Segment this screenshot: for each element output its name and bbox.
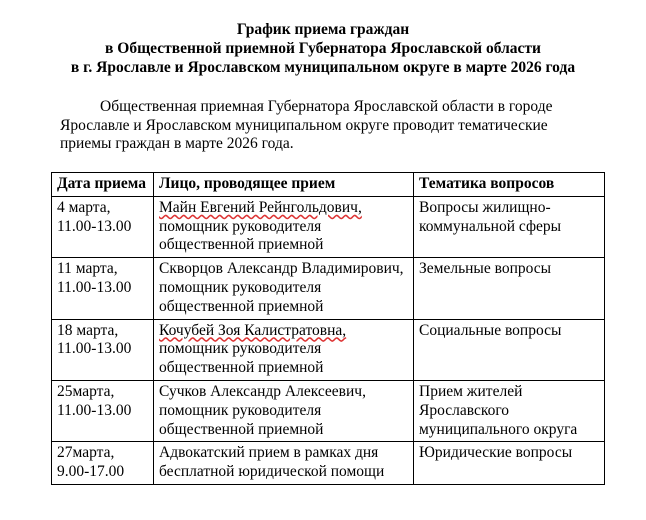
table-row xyxy=(52,442,605,485)
time-text: 11.00-13.00 xyxy=(57,278,132,296)
date-text: 27марта, xyxy=(57,444,115,462)
topic-cell: Прием жителей Ярославского муниципального округа xyxy=(414,380,605,441)
person-cell xyxy=(154,380,414,441)
table-header-row xyxy=(52,173,605,197)
person-role: помощник руководителя общественной приемной xyxy=(159,401,324,438)
person-cell xyxy=(154,258,414,319)
date-text: 25марта, xyxy=(57,382,115,400)
intro-line-1: Общественная приемная Губернатора Ярославской области в городе xyxy=(100,98,553,115)
person-name: Сучков Александр Алексеевич, xyxy=(159,382,366,400)
date-cell xyxy=(52,258,154,319)
time-text: 9.00-17.00 xyxy=(57,463,125,481)
person-name: Кочубей Зоя Калистратовна, xyxy=(159,321,347,339)
table-row xyxy=(52,319,605,380)
person-role: помощник руководителя общественной приемной xyxy=(159,217,324,254)
time-text: 11.00-13.00 xyxy=(57,401,132,419)
header-date: Дата приема xyxy=(52,173,154,197)
time-text: 11.00-13.00 xyxy=(57,340,132,358)
date-cell xyxy=(52,442,154,485)
topic-cell: Юридические вопросы xyxy=(414,442,605,485)
topic-cell: Земельные вопросы xyxy=(414,258,605,319)
title-line-2: в Общественной приемной Губернатора Ярославской области xyxy=(105,40,541,57)
header-topic: Тематика вопросов xyxy=(414,173,605,197)
table-row xyxy=(52,380,605,441)
date-text: 4 марта, xyxy=(57,198,111,216)
person-role: помощник руководителя общественной приемной xyxy=(159,278,324,315)
person-cell xyxy=(154,442,414,485)
table-row xyxy=(52,258,605,319)
schedule-table xyxy=(51,172,605,485)
topic-cell: Социальные вопросы xyxy=(414,319,605,380)
table-row xyxy=(52,196,605,257)
person-role: помощник руководителя общественной приемной xyxy=(159,340,324,377)
date-cell xyxy=(52,196,154,257)
date-text: 11 марта, xyxy=(57,260,118,278)
intro-paragraph xyxy=(60,98,613,154)
person-cell xyxy=(154,319,414,380)
date-text: 18 марта, xyxy=(57,321,119,339)
time-text: 11.00-13.00 xyxy=(57,217,132,235)
intro-line-2: Ярославле и Ярославском муниципальном округе проводит тематические xyxy=(60,116,548,134)
person-cell xyxy=(154,196,414,257)
intro-line-3: приемы граждан в марте 2026 года. xyxy=(60,135,294,152)
title-line-3: в г. Ярославле и Ярославском муниципальном округе в марте 2026 года xyxy=(70,59,576,76)
date-cell xyxy=(52,319,154,380)
header-person: Лицо, проводящее прием xyxy=(154,173,414,197)
person-name: Майн Евгений Рейнгольдович, xyxy=(159,198,362,216)
document-title xyxy=(0,20,646,77)
person-name: Скворцов Александр Владимирович, xyxy=(159,260,404,278)
date-cell xyxy=(52,380,154,441)
topic-cell: Вопросы жилищно-коммунальной сферы xyxy=(414,196,605,257)
title-line-1: График приема граждан xyxy=(236,21,410,38)
person-name: Адвокатский прием в рамках дня бесплатной юридической помощи xyxy=(159,444,385,481)
